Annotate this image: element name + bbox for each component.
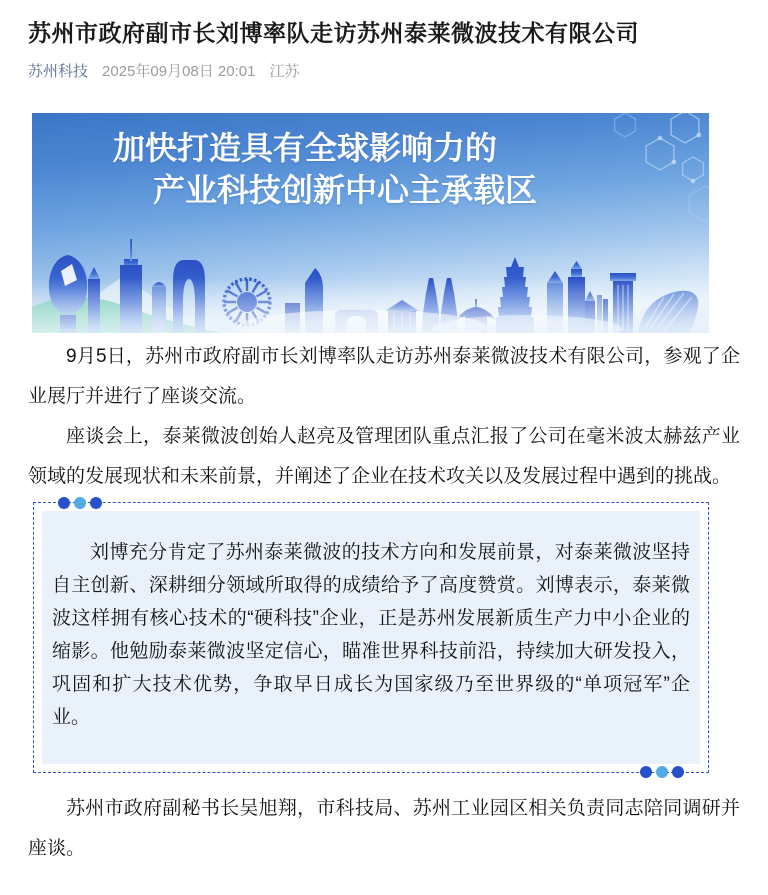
banner-headline xyxy=(113,127,537,211)
publish-region: 江苏 xyxy=(269,63,300,80)
paragraph-visit: 9月5日，苏州市政府副市长刘博率队走访苏州泰莱微波技术有限公司，参观了企业展厅并进行了座谈交流。 xyxy=(28,346,740,407)
banner-image[interactable] xyxy=(32,113,709,333)
dot-light-icon xyxy=(74,497,86,509)
article-title: 苏州市政府副市长刘博率队走访苏州泰莱微波技术有限公司 xyxy=(28,20,639,46)
dot-dark-icon xyxy=(640,766,652,778)
dot-dark-icon xyxy=(90,497,102,509)
quote-paragraph: 刘博充分肯定了苏州泰莱微波的技术方向和发展前景，对泰莱微波坚持自主创新、深耕细分领域所取得的成绩给予了高度赞赏。刘博表示，泰莱微波这样拥有核心技术的“硬科技”企业，正是苏州发展新质生产力中小企业的缩影。他勉励泰莱微波坚定信心，瞄准世界科技前沿，持续加大研发投入，巩固和扩大技术优势，争取早日成长为国家级乃至世界级的“单项冠军”企业。 xyxy=(52,542,690,728)
dot-dark-icon xyxy=(672,766,684,778)
dot-dark-icon xyxy=(58,497,70,509)
paragraph-meeting: 座谈会上，泰莱微波创始人赵亮及管理团队重点汇报了公司在毫米波太赫兹产业领域的发展现状和未来前景，并阐述了企业在技术攻关以及发展过程中遇到的挑战。 xyxy=(28,426,740,487)
banner-headline-line2: 产业科技创新中心主承载区 xyxy=(153,171,538,209)
paragraph-closing: 苏州市政府副秘书长吴旭翔，市科技局、苏州工业园区相关负责同志陪同调研并座谈。 xyxy=(28,798,740,859)
quote-top-dots-decoration xyxy=(58,497,102,509)
article-meta xyxy=(28,61,740,82)
publish-datetime: 2025年09月08日 20:01 xyxy=(102,63,256,80)
dot-light-icon xyxy=(656,766,668,778)
banner-headline-line1: 加快打造具有全球影响力的 xyxy=(113,129,498,167)
quote-inner-panel xyxy=(42,511,700,764)
suzhou-skyline-illustration xyxy=(32,223,709,333)
highlight-quote-box xyxy=(33,502,709,773)
quote-bottom-dots-decoration xyxy=(640,766,684,778)
source-account-link[interactable]: 苏州科技 xyxy=(28,63,89,80)
